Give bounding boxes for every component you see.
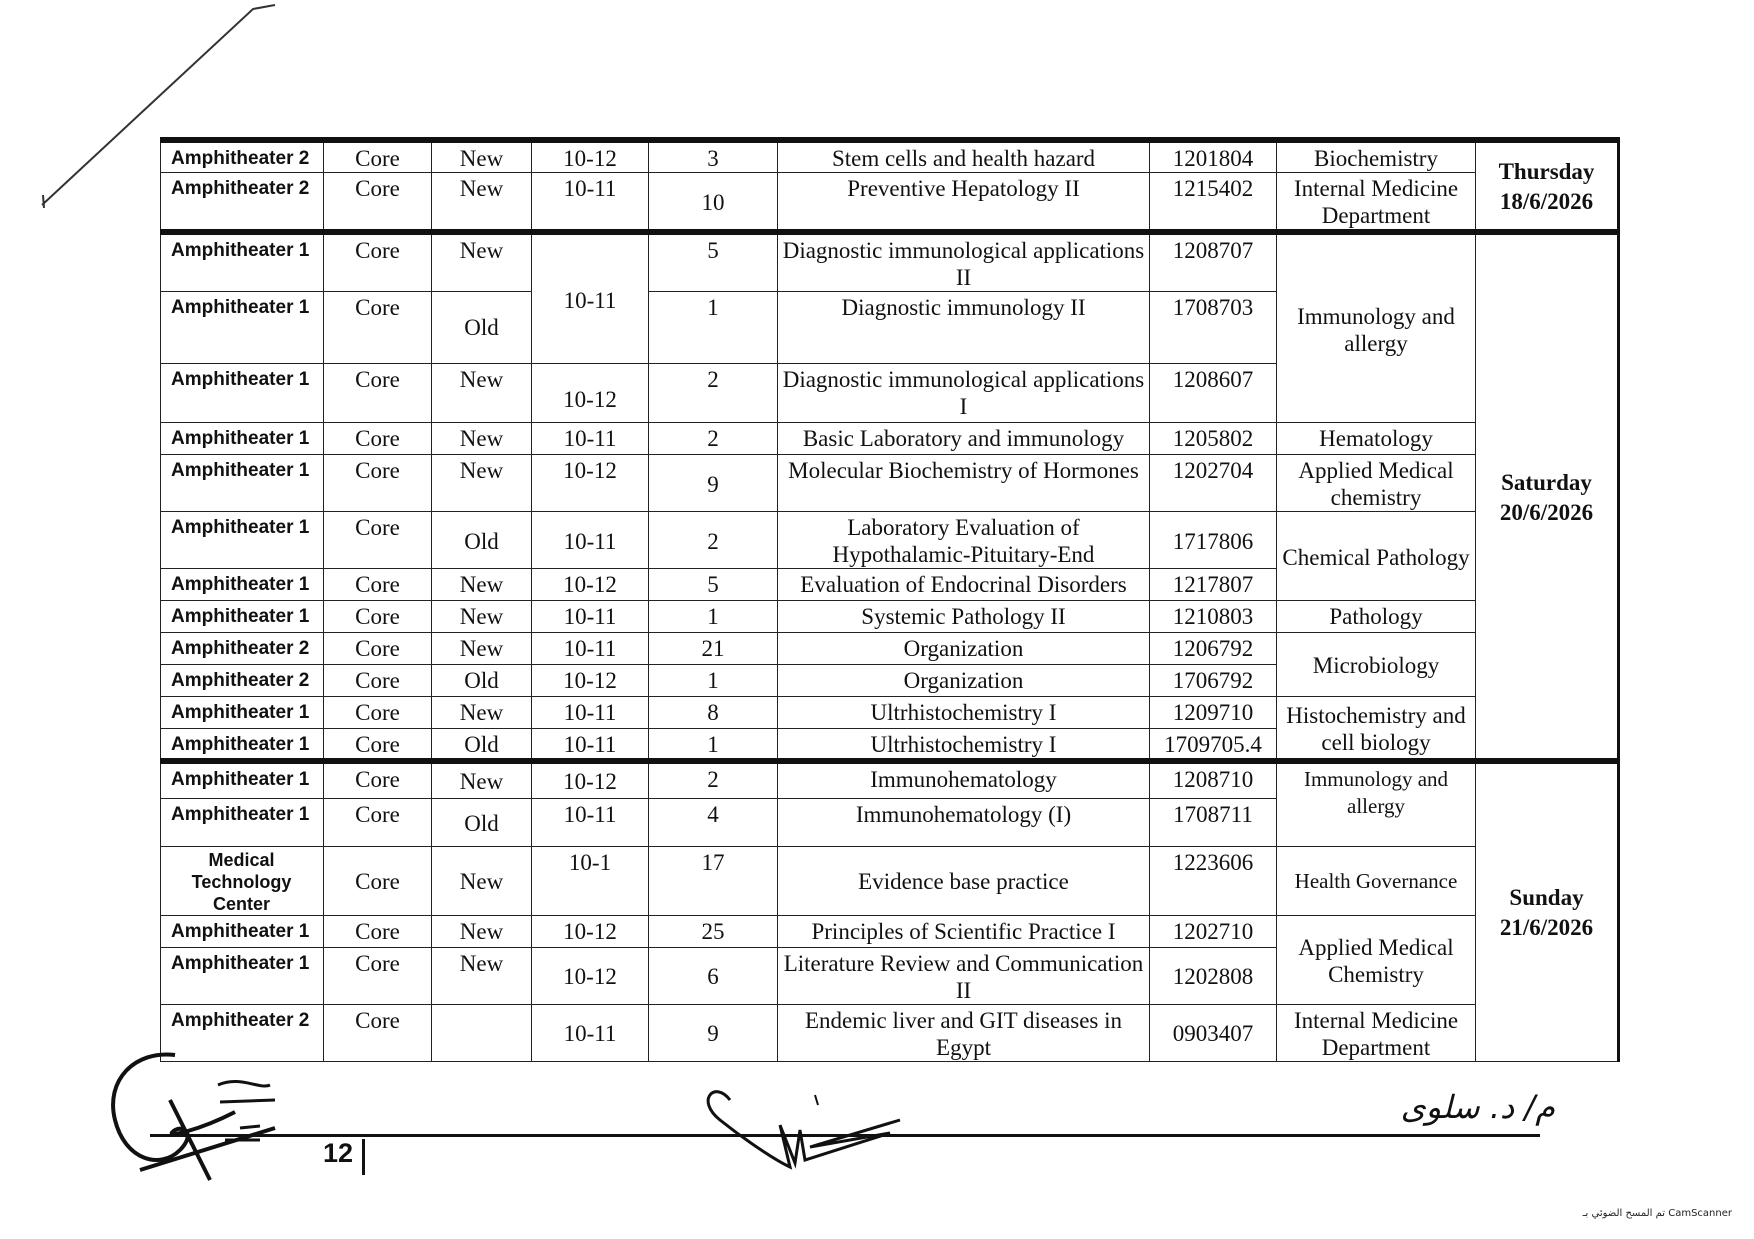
table-row <box>161 512 1619 569</box>
type-cell: Core <box>324 798 432 846</box>
type-cell: Core <box>324 601 432 633</box>
day-name: Sunday <box>1509 885 1584 911</box>
department-cell: Internal Medicine Department <box>1277 173 1476 233</box>
location-cell: Amphitheater 1 <box>161 512 324 569</box>
status-cell <box>432 1004 532 1061</box>
code-cell: 1202808 <box>1150 947 1277 1004</box>
type-cell: Core <box>324 512 432 569</box>
code-cell: 1205802 <box>1150 423 1277 455</box>
table-row <box>161 173 1619 233</box>
table-row <box>161 697 1619 729</box>
time-cell: 10-11 <box>532 633 649 665</box>
count-cell: 1 <box>649 729 778 762</box>
count-cell: 9 <box>649 455 778 512</box>
status-cell: New <box>432 915 532 947</box>
time-cell: 10-11 <box>532 601 649 633</box>
course-cell: Molecular Biochemistry of Hormones <box>778 455 1150 512</box>
department-cell: Microbiology <box>1277 633 1476 697</box>
status-cell: New <box>432 633 532 665</box>
course-cell: Systemic Pathology II <box>778 601 1150 633</box>
department-cell: Chemical Pathology <box>1277 512 1476 601</box>
signature-middle <box>700 1075 920 1175</box>
status-cell: New <box>432 140 532 173</box>
status-cell: Old <box>432 512 532 569</box>
type-cell: Core <box>324 846 432 915</box>
day-date: 20/6/2026 <box>1499 499 1594 525</box>
department-cell: Immunology and allergy <box>1277 761 1476 846</box>
location-cell: Amphitheater 1 <box>161 798 324 846</box>
signature-left <box>100 1040 300 1190</box>
code-cell: 1217807 <box>1150 569 1277 601</box>
location-cell: Amphitheater 1 <box>161 423 324 455</box>
location-cell: Amphitheater 1 <box>161 455 324 512</box>
time-cell: 10-11 <box>532 697 649 729</box>
count-cell: 2 <box>649 761 778 798</box>
course-cell: Ultrhistochemistry I <box>778 697 1150 729</box>
table-row <box>161 633 1619 665</box>
table-row <box>161 915 1619 947</box>
course-cell: Evidence base practice <box>778 846 1150 915</box>
count-cell: 17 <box>649 846 778 915</box>
course-cell: Ultrhistochemistry I <box>778 729 1150 762</box>
course-cell: Laboratory Evaluation of Hypothalamic-Pituitary-End <box>778 512 1150 569</box>
department-cell: Health Governance <box>1277 846 1476 915</box>
location-cell: Amphitheater 1 <box>161 601 324 633</box>
type-cell: Core <box>324 364 432 423</box>
course-cell: Principles of Scientific Practice I <box>778 915 1150 947</box>
status-cell: New <box>432 173 532 233</box>
location-cell: Amphitheater 1 <box>161 697 324 729</box>
status-cell: Old <box>432 292 532 364</box>
department-cell: Pathology <box>1277 601 1476 633</box>
count-cell: 5 <box>649 232 778 292</box>
signature-right: م/ د. سلوى <box>1400 1088 1555 1126</box>
time-cell: 10-12 <box>532 665 649 697</box>
location-cell: Medical Technology Center <box>161 846 324 915</box>
department-cell: Biochemistry <box>1277 140 1476 173</box>
course-cell: Diagnostic immunology II <box>778 292 1150 364</box>
status-cell: New <box>432 232 532 292</box>
code-cell: 1202710 <box>1150 915 1277 947</box>
day-name: Thursday <box>1498 159 1595 184</box>
status-cell: New <box>432 455 532 512</box>
count-cell: 10 <box>649 173 778 233</box>
count-cell: 2 <box>649 364 778 423</box>
count-cell: 8 <box>649 697 778 729</box>
day-cell <box>1476 232 1619 761</box>
count-cell: 1 <box>649 601 778 633</box>
type-cell: Core <box>324 947 432 1004</box>
table-row <box>161 140 1619 173</box>
location-cell: Amphitheater 1 <box>161 729 324 762</box>
code-cell: 0903407 <box>1150 1004 1277 1061</box>
code-cell: 1209710 <box>1150 697 1277 729</box>
day-name: Saturday <box>1501 469 1592 495</box>
status-cell: New <box>432 601 532 633</box>
department-cell: Hematology <box>1277 423 1476 455</box>
type-cell: Core <box>324 569 432 601</box>
department-cell: Internal Medicine Department <box>1277 1004 1476 1061</box>
type-cell: Core <box>324 633 432 665</box>
table-row <box>161 846 1619 915</box>
course-cell: Diagnostic immunological applications I <box>778 364 1150 423</box>
status-cell: Old <box>432 798 532 846</box>
time-cell: 10-12 <box>532 761 649 798</box>
type-cell: Core <box>324 173 432 233</box>
time-cell: 10-11 <box>532 1004 649 1061</box>
code-cell: 1709705.4 <box>1150 729 1277 762</box>
department-cell: Applied Medical Chemistry <box>1277 915 1476 1004</box>
department-cell: Applied Medical chemistry <box>1277 455 1476 512</box>
status-cell: New <box>432 423 532 455</box>
time-cell: 10-11 <box>532 232 649 364</box>
time-cell: 10-11 <box>532 423 649 455</box>
code-cell: 1708703 <box>1150 292 1277 364</box>
exam-schedule-table <box>160 137 1620 1062</box>
code-cell: 1223606 <box>1150 846 1277 915</box>
location-cell: Amphitheater 1 <box>161 761 324 798</box>
day-date: 21/6/2026 <box>1499 915 1594 941</box>
time-cell: 10-12 <box>532 455 649 512</box>
count-cell: 4 <box>649 798 778 846</box>
course-cell: Organization <box>778 633 1150 665</box>
count-cell: 2 <box>649 423 778 455</box>
status-cell: Old <box>432 729 532 762</box>
count-cell: 21 <box>649 633 778 665</box>
department-cell: Immunology and allergy <box>1277 232 1476 423</box>
table-row <box>161 232 1619 292</box>
course-cell: Stem cells and health hazard <box>778 140 1150 173</box>
type-cell: Core <box>324 292 432 364</box>
time-cell: 10-12 <box>532 364 649 423</box>
location-cell: Amphitheater 1 <box>161 364 324 423</box>
location-cell: Amphitheater 1 <box>161 947 324 1004</box>
location-cell: Amphitheater 2 <box>161 665 324 697</box>
count-cell: 25 <box>649 915 778 947</box>
page-footer-rule <box>150 1134 1540 1137</box>
location-cell: Amphitheater 1 <box>161 232 324 292</box>
type-cell: Core <box>324 665 432 697</box>
location-cell: Amphitheater 2 <box>161 1004 324 1061</box>
status-cell: New <box>432 569 532 601</box>
count-cell: 6 <box>649 947 778 1004</box>
type-cell: Core <box>324 455 432 512</box>
type-cell: Core <box>324 697 432 729</box>
count-cell: 2 <box>649 512 778 569</box>
time-cell: 10-11 <box>532 729 649 762</box>
code-cell: 1208607 <box>1150 364 1277 423</box>
type-cell: Core <box>324 915 432 947</box>
time-cell: 10-12 <box>532 915 649 947</box>
count-cell: 1 <box>649 665 778 697</box>
course-cell: Diagnostic immunological applications II <box>778 232 1150 292</box>
time-cell: 10-1 <box>532 846 649 915</box>
status-cell: New <box>432 761 532 798</box>
code-cell: 1201804 <box>1150 140 1277 173</box>
time-cell: 10-12 <box>532 569 649 601</box>
type-cell: Core <box>324 1004 432 1061</box>
code-cell: 1215402 <box>1150 173 1277 233</box>
code-cell: 1208707 <box>1150 232 1277 292</box>
course-cell: Organization <box>778 665 1150 697</box>
table-row <box>161 601 1619 633</box>
status-cell: New <box>432 947 532 1004</box>
location-cell: Amphitheater 1 <box>161 569 324 601</box>
type-cell: Core <box>324 140 432 173</box>
time-cell: 10-11 <box>532 173 649 233</box>
code-cell: 1708711 <box>1150 798 1277 846</box>
code-cell: 1208710 <box>1150 761 1277 798</box>
status-cell: New <box>432 697 532 729</box>
day-cell <box>1476 140 1619 232</box>
code-cell: 1706792 <box>1150 665 1277 697</box>
location-cell: Amphitheater 1 <box>161 915 324 947</box>
count-cell: 3 <box>649 140 778 173</box>
table-row <box>161 761 1619 798</box>
location-cell: Amphitheater 1 <box>161 292 324 364</box>
time-cell: 10-12 <box>532 140 649 173</box>
time-cell: 10-11 <box>532 798 649 846</box>
location-cell: Amphitheater 2 <box>161 140 324 173</box>
status-cell: New <box>432 846 532 915</box>
count-cell: 5 <box>649 569 778 601</box>
course-cell: Literature Review and Communication II <box>778 947 1150 1004</box>
time-cell: 10-12 <box>532 947 649 1004</box>
course-cell: Preventive Hepatology II <box>778 173 1150 233</box>
course-cell: Immunohematology (I) <box>778 798 1150 846</box>
status-cell: Old <box>432 665 532 697</box>
table-row <box>161 423 1619 455</box>
type-cell: Core <box>324 729 432 762</box>
code-cell: 1717806 <box>1150 512 1277 569</box>
table-row <box>161 455 1619 512</box>
count-cell: 9 <box>649 1004 778 1061</box>
type-cell: Core <box>324 423 432 455</box>
location-cell: Amphitheater 2 <box>161 633 324 665</box>
department-cell: Histochemistry and cell biology <box>1277 697 1476 762</box>
code-cell: 1210803 <box>1150 601 1277 633</box>
time-cell: 10-11 <box>532 512 649 569</box>
scanner-watermark: تم المسح الضوئي بـ CamScanner <box>1582 1208 1732 1219</box>
code-cell: 1202704 <box>1150 455 1277 512</box>
course-cell: Evaluation of Endocrinal Disorders <box>778 569 1150 601</box>
day-date: 18/6/2026 <box>1499 189 1594 214</box>
count-cell: 1 <box>649 292 778 364</box>
course-cell: Basic Laboratory and immunology <box>778 423 1150 455</box>
course-cell: Endemic liver and GIT diseases in Egypt <box>778 1004 1150 1061</box>
page-number-divider <box>362 1139 365 1175</box>
status-cell: New <box>432 364 532 423</box>
day-cell <box>1476 761 1619 1061</box>
table-row <box>161 1004 1619 1061</box>
type-cell: Core <box>324 761 432 798</box>
location-cell: Amphitheater 2 <box>161 173 324 233</box>
course-cell: Immunohematology <box>778 761 1150 798</box>
type-cell: Core <box>324 232 432 292</box>
code-cell: 1206792 <box>1150 633 1277 665</box>
page-number: 12 <box>323 1138 354 1168</box>
